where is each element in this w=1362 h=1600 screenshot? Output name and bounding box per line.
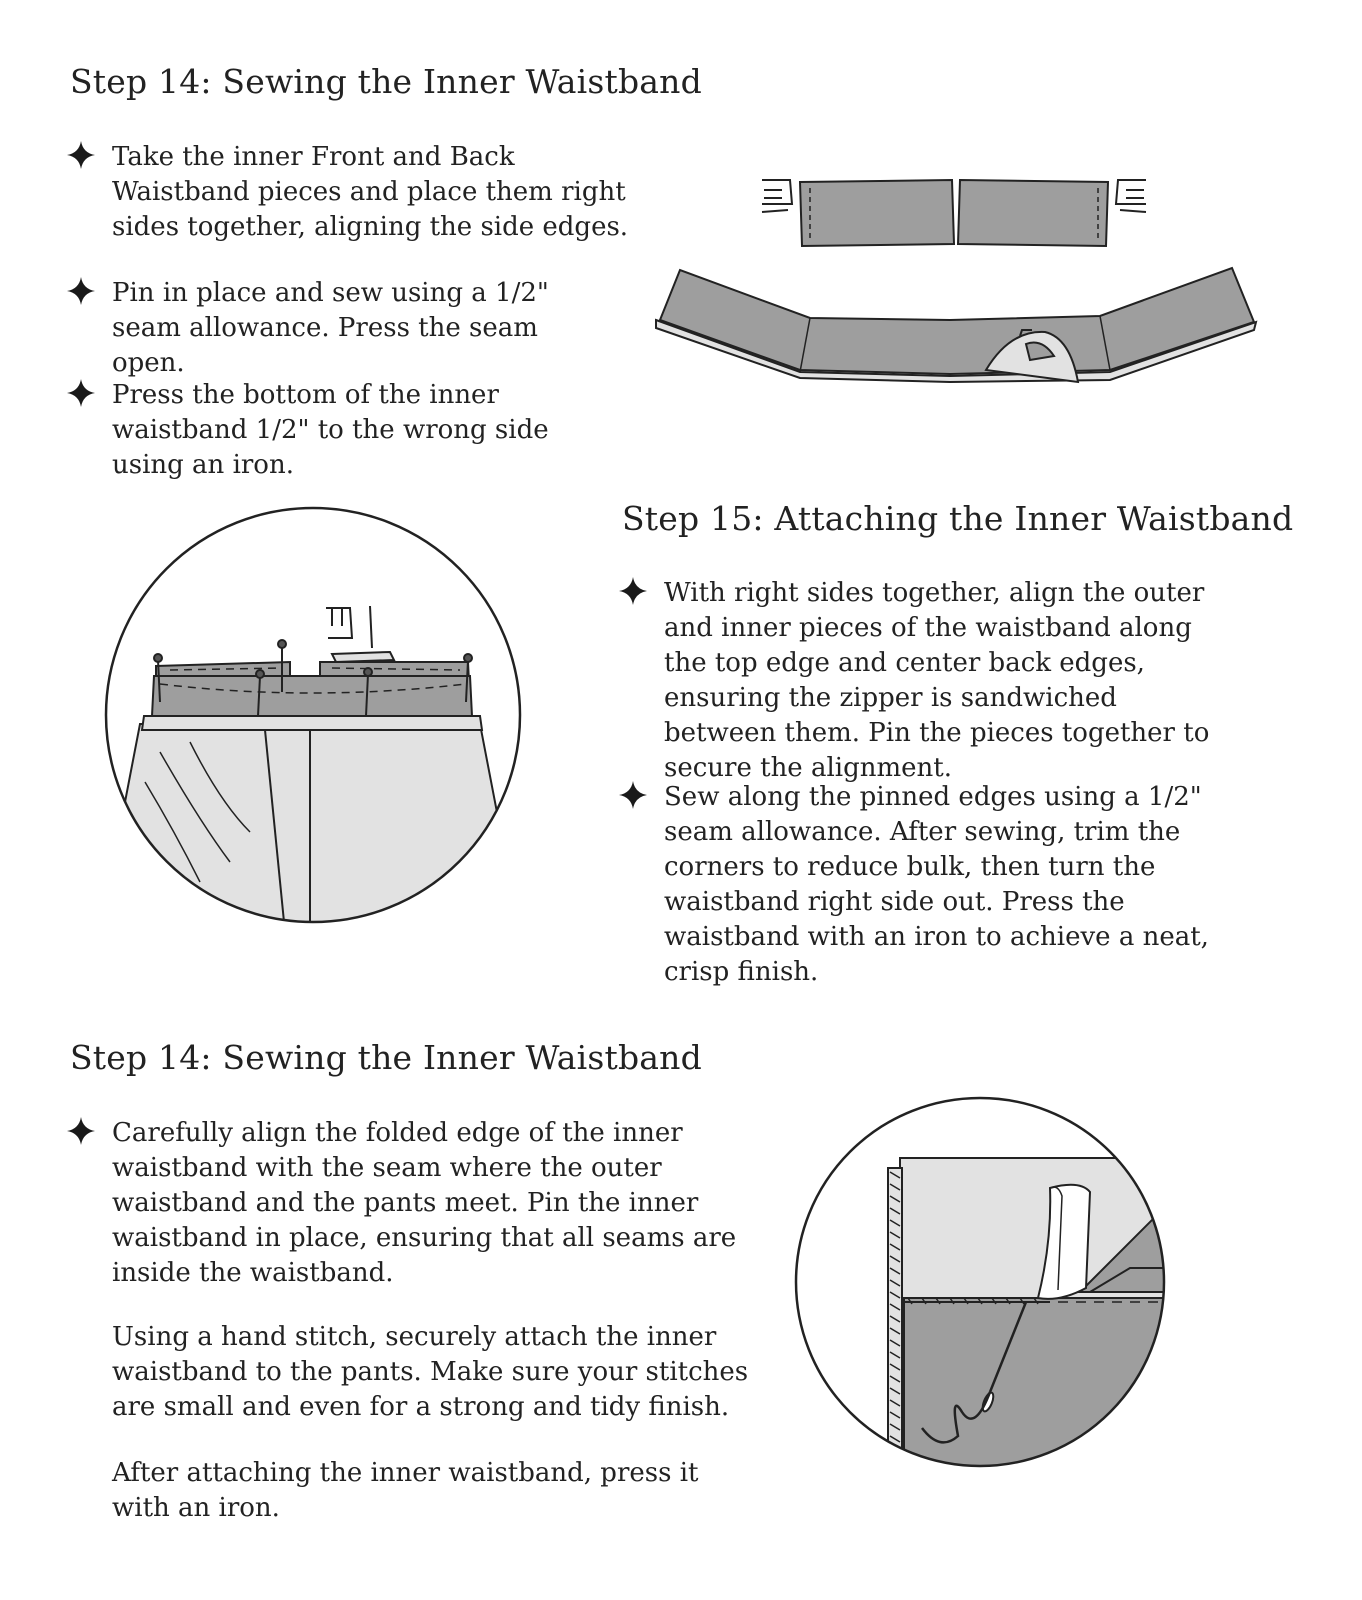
step14b-paragraph-2: After attaching the inner waistband, press it with an iron.	[112, 1458, 699, 1523]
sparkle-icon	[618, 780, 648, 810]
step14-bullet-2	[112, 276, 592, 381]
step14-bullet-3	[112, 378, 612, 483]
presser-foot-icon	[326, 606, 394, 662]
step15-bullet-1-text: With right sides together, align the outer and inner pieces of the waistband along the top edge and center back edges, ensuring the zipper is sandwiched between them. Pin the pieces together to secure the alignment.	[664, 578, 1210, 783]
step14-bullet-1-text: Take the inner Front and Back Waistband pieces and place them right sides together, aligning the side edges.	[112, 142, 629, 242]
sparkle-icon	[618, 576, 648, 606]
step14b-bullet-1	[112, 1116, 752, 1291]
step14b-title: Step 14: Sewing the Inner Waistband	[70, 1038, 702, 1077]
pinned-waistband-illustration	[100, 502, 526, 928]
waistband-pieces-illustration	[650, 160, 1270, 390]
step14b-paragraph-1: Using a hand stitch, securely attach the inner waistband to the pants. Make sure your stitches are small and even for a strong and tidy finish.	[112, 1322, 749, 1422]
step15-bullet-2-text: Sew along the pinned edges using a 1/2" seam allowance. After sewing, trim the corners to reduce bulk, then turn the waistband right side out. Press the waistband with an iron to achieve a neat, crisp finish.	[664, 782, 1209, 987]
step15-bullet-1	[664, 576, 1224, 786]
sparkle-icon	[66, 1116, 96, 1146]
sparkle-icon	[66, 276, 96, 306]
sparkle-icon	[66, 140, 96, 170]
step14-bullet-3-text: Press the bottom of the inner waistband 1/2" to the wrong side using an iron.	[112, 380, 549, 480]
step14-bullet-2-text: Pin in place and sew using a 1/2" seam allowance. Press the seam open.	[112, 278, 549, 378]
step14b-bullet-1-text: Carefully align the folded edge of the inner waistband with the seam where the outer waistband and the pants meet. Pin the inner waistband in place, ensuring that all seams are inside the waistband.	[112, 1118, 737, 1288]
sparkle-icon	[66, 378, 96, 408]
step15-title: Step 15: Attaching the Inner Waistband	[622, 499, 1294, 538]
hand-stitch-illustration	[790, 1092, 1170, 1472]
step15-bullet-2	[664, 780, 1224, 990]
step14-title: Step 14: Sewing the Inner Waistband	[70, 62, 702, 101]
step14-bullet-1	[112, 140, 652, 245]
